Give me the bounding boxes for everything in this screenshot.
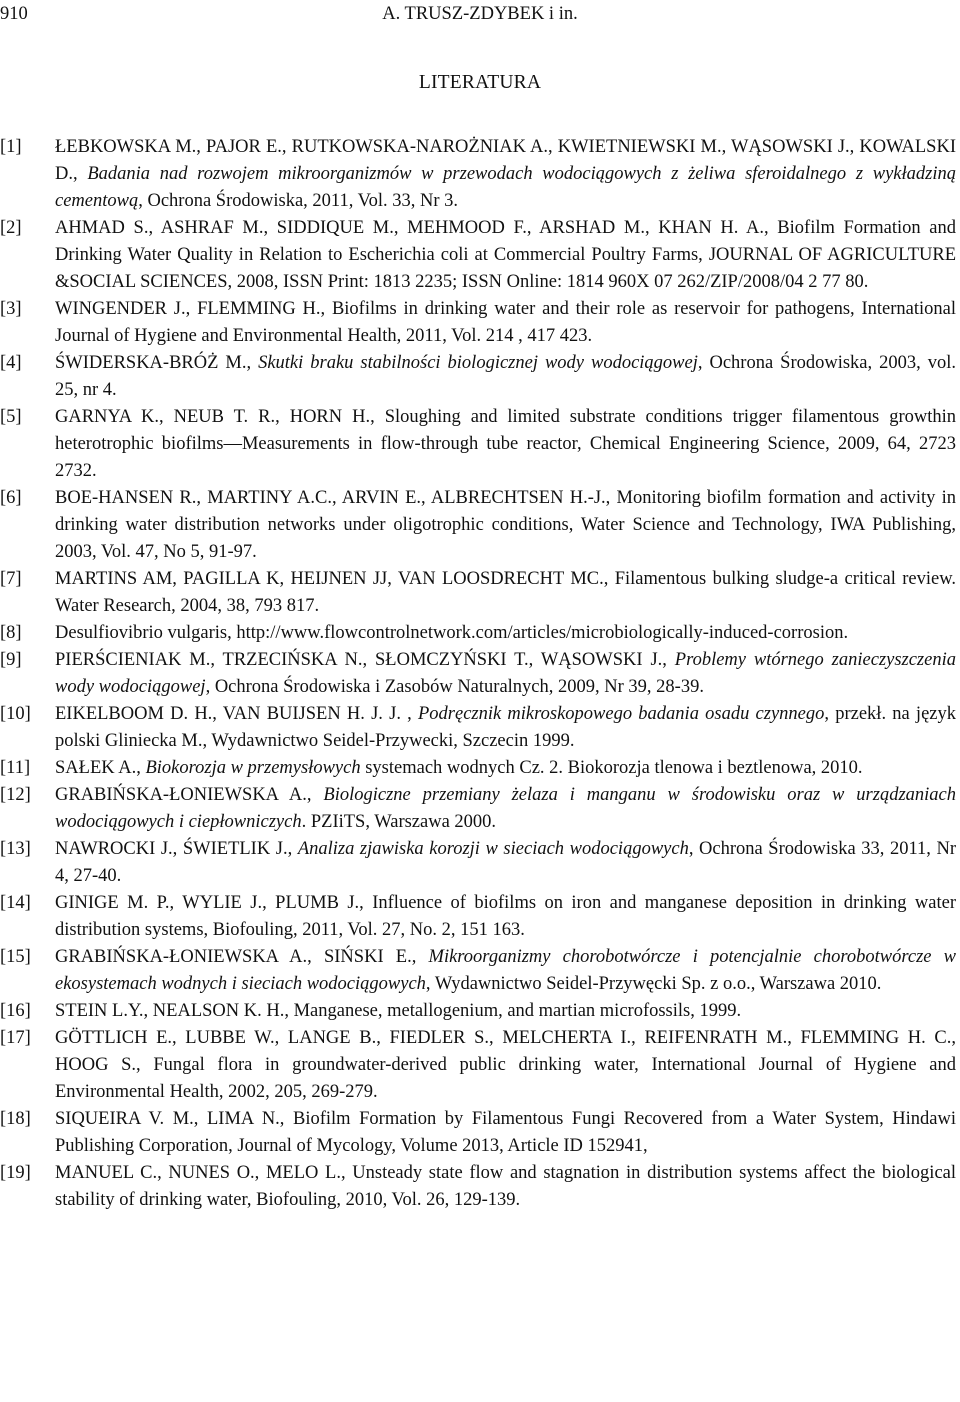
reference-item xyxy=(0,1160,960,1214)
reference-text-segment: , przekł. na język polski Gliniecka M., Wydawnictwo Seidel-Przywecki, Szczecin 1999. xyxy=(55,704,956,751)
reference-item xyxy=(0,296,960,350)
reference-text-segment: EIKELBOOM D. H., VAN BUIJSEN H. J. J. , xyxy=(55,704,418,724)
reference-item xyxy=(0,998,960,1025)
reference-text xyxy=(55,944,956,998)
reference-text xyxy=(55,836,956,890)
reference-title-italic: Problemy wtórnego zanieczyszczenia wody wodociągowej xyxy=(55,650,956,697)
reference-number: [14] xyxy=(0,893,31,913)
page-number: 910 xyxy=(0,4,28,24)
reference-title-italic: Badania nad rozwojem mikroorganizmów w przewodach wodociągowych z żeliwa sferoidalnego z wykładziną cementową xyxy=(55,164,956,211)
reference-text-segment: BOE-HANSEN R., MARTINY A.C., ARVIN E., ALBRECHTSEN H.-J., Monitoring biofilm formation and activity in drinking water distribution networks under oligotrophic conditions, Water Science and Technology, IWA Publishing, 2003, Vol. 47, No 5, 91-97. xyxy=(55,488,956,562)
reference-text-segment: GÖTTLICH E., LUBBE W., LANGE B., FIEDLER S., MELCHERTA I., REIFENRATH M., FLEMMING H. C., HOOG S., Fungal flora in groundwater-derived public drinking water, International Journal of Hygiene and Environmental Health, 2002, 205, 269-279. xyxy=(55,1028,956,1102)
reference-text-segment: , Ochrona Środowiska i Zasobów Naturalnych, 2009, Nr 39, 28-39. xyxy=(205,677,704,697)
running-head: A. TRUSZ-ZDYBEK i in. xyxy=(382,4,578,24)
reference-number: [17] xyxy=(0,1028,31,1048)
reference-item xyxy=(0,1106,960,1160)
reference-item xyxy=(0,944,960,998)
reference-text xyxy=(55,1106,956,1160)
reference-text xyxy=(55,350,956,404)
reference-item xyxy=(0,1025,960,1106)
reference-number: [5] xyxy=(0,407,22,427)
reference-text-segment: , Ochrona Środowiska 33, 2011, Nr 4, 27-40. xyxy=(55,839,956,886)
reference-text xyxy=(55,404,956,485)
reference-text-segment: NAWROCKI J., ŚWIETLIK J., xyxy=(55,839,298,859)
section-title: LITERATURA xyxy=(418,72,542,93)
reference-title-italic: Biologiczne przemiany żelaza i manganu w środowisku oraz w urządzaniach wodociągowych i ciepłowniczych xyxy=(55,785,956,832)
reference-number: [9] xyxy=(0,650,22,670)
reference-text xyxy=(55,890,956,944)
reference-title-italic: Analiza zjawiska korozji w sieciach wodociągowych xyxy=(297,839,689,859)
reference-item xyxy=(0,782,960,836)
reference-text-segment: STEIN L.Y., NEALSON K. H., Manganese, metallogenium, and martian microfossils, 1999. xyxy=(55,1001,742,1021)
reference-number: [10] xyxy=(0,704,31,724)
reference-text xyxy=(55,215,956,296)
reference-text xyxy=(55,134,956,215)
reference-text xyxy=(55,782,956,836)
reference-item xyxy=(0,836,960,890)
reference-text xyxy=(55,1025,956,1106)
reference-text-segment: GARNYA K., NEUB T. R., HORN H., Sloughing and limited substrate conditions trigger filamentous growthin heterotrophic biofilms—Measurements in flow-through tube reactor, Chemical Engineering Science, 2009, 64, 2723 2732. xyxy=(55,407,956,481)
reference-text-segment: , Ochrona Środowiska, 2011, Vol. 33, Nr 3. xyxy=(138,191,459,211)
reference-item xyxy=(0,620,960,647)
reference-number: [4] xyxy=(0,353,22,373)
reference-text-segment: ŚWIDERSKA-BRÓŻ M., xyxy=(55,353,259,373)
reference-text-segment: GRABIŃSKA-ŁONIEWSKA A., xyxy=(55,785,324,805)
reference-list xyxy=(0,134,960,1214)
reference-text xyxy=(55,566,956,620)
reference-number: [13] xyxy=(0,839,31,859)
reference-number: [3] xyxy=(0,299,22,319)
reference-number: [11] xyxy=(0,758,31,778)
reference-number: [15] xyxy=(0,947,31,967)
reference-text-segment: WINGENDER J., FLEMMING H., Biofilms in drinking water and their role as reservoir for pathogens, International Journal of Hygiene and Environmental Health, 2011, Vol. 214 , 417 423. xyxy=(55,299,956,346)
reference-text-segment: SIQUEIRA V. M., LIMA N., Biofilm Formation by Filamentous Fungi Recovered from a Water System, Hindawi Publishing Corporation, Journal of Mycology, Volume 2013, Article ID 152941, xyxy=(55,1109,956,1156)
reference-text-segment: GRABIŃSKA-ŁONIEWSKA A., SIŃSKI E., xyxy=(55,947,429,967)
reference-item xyxy=(0,647,960,701)
reference-item xyxy=(0,134,960,215)
reference-title-italic: Biokorozja w przemysłowych xyxy=(145,758,361,778)
reference-item xyxy=(0,890,960,944)
reference-text xyxy=(55,647,956,701)
reference-text-segment: AHMAD S., ASHRAF M., SIDDIQUE M., MEHMOOD F., ARSHAD M., KHAN H. A., Biofilm Formation and Drinking Water Quality in Relation to Escherichia coli at Commercial Poultry Farms, JOURNAL OF AGRICULTURE &SOCIAL SCIENCES, 2008, ISSN Print: 1813 2235; ISSN Online: 1814 960X 07 262/ZIP/2008/04 2 77 80. xyxy=(55,218,956,292)
reference-number: [19] xyxy=(0,1163,31,1183)
reference-text-segment: SAŁEK A., xyxy=(55,758,146,778)
reference-text xyxy=(55,620,956,647)
reference-item xyxy=(0,701,960,755)
reference-text-segment: GINIGE M. P., WYLIE J., PLUMB J., Influence of biofilms on iron and manganese deposition in drinking water distribution systems, Biofouling, 2011, Vol. 27, No. 2, 151 163. xyxy=(55,893,956,940)
reference-number: [6] xyxy=(0,488,22,508)
reference-number: [2] xyxy=(0,218,22,238)
reference-text-segment: Desulfiovibrio vulgaris, http://www.flowcontrolnetwork.com/articles/microbiologically-induced-corrosion. xyxy=(55,623,849,643)
reference-text xyxy=(55,485,956,566)
reference-number: [7] xyxy=(0,569,22,589)
reference-item xyxy=(0,350,960,404)
reference-text xyxy=(55,998,956,1025)
reference-text xyxy=(55,701,956,755)
reference-text-segment: PIERŚCIENIAK M., TRZECIŃSKA N., SŁOMCZYŃSKI T., WĄSOWSKI J., xyxy=(55,650,675,670)
reference-item xyxy=(0,485,960,566)
page-header xyxy=(0,4,960,32)
reference-number: [8] xyxy=(0,623,22,643)
reference-text-segment: ŁEBKOWSKA M., PAJOR E., RUTKOWSKA-NAROŻNIAK A., KWIETNIEWSKI M., WĄSOWSKI J., KOWALSKI D., xyxy=(55,137,956,184)
reference-title-italic: Podręcznik mikroskopowego badania osadu czynnego xyxy=(417,704,825,724)
reference-text xyxy=(55,755,956,782)
reference-text-segment: . PZIiTS, Warszawa 2000. xyxy=(301,812,497,832)
reference-text xyxy=(55,296,956,350)
reference-item xyxy=(0,404,960,485)
reference-number: [12] xyxy=(0,785,31,805)
reference-text-segment: MARTINS AM, PAGILLA K, HEIJNEN JJ, VAN LOOSDRECHT MC., Filamentous bulking sludge-a critical review. Water Research, 2004, 38, 793 817. xyxy=(55,569,956,616)
reference-title-italic: Mikroorganizmy chorobotwórcze i potencjalnie chorobotwórcze w ekosystemach wodnych i sieciach wodociągowych xyxy=(55,947,957,994)
reference-number: [16] xyxy=(0,1001,31,1021)
reference-number: [18] xyxy=(0,1109,31,1129)
reference-text-segment: MANUEL C., NUNES O., MELO L., Unsteady state flow and stagnation in distribution systems affect the biological stability of drinking water, Biofouling, 2010, Vol. 26, 129-139. xyxy=(55,1163,956,1210)
reference-text-segment: , Ochrona Środowiska, 2003, vol. 25, nr 4. xyxy=(55,353,956,400)
reference-number: [1] xyxy=(0,137,22,157)
reference-item xyxy=(0,215,960,296)
reference-item xyxy=(0,566,960,620)
reference-text-segment: , Wydawnictwo Seidel-Przywęcki Sp. z o.o., Warszawa 2010. xyxy=(425,974,882,994)
reference-text xyxy=(55,1160,956,1214)
reference-text-segment: systemach wodnych Cz. 2. Biokorozja tlenowa i beztlenowa, 2010. xyxy=(360,758,863,778)
reference-title-italic: Skutki braku stabilności biologicznej wody wodociągowej xyxy=(258,353,698,373)
reference-item xyxy=(0,755,960,782)
